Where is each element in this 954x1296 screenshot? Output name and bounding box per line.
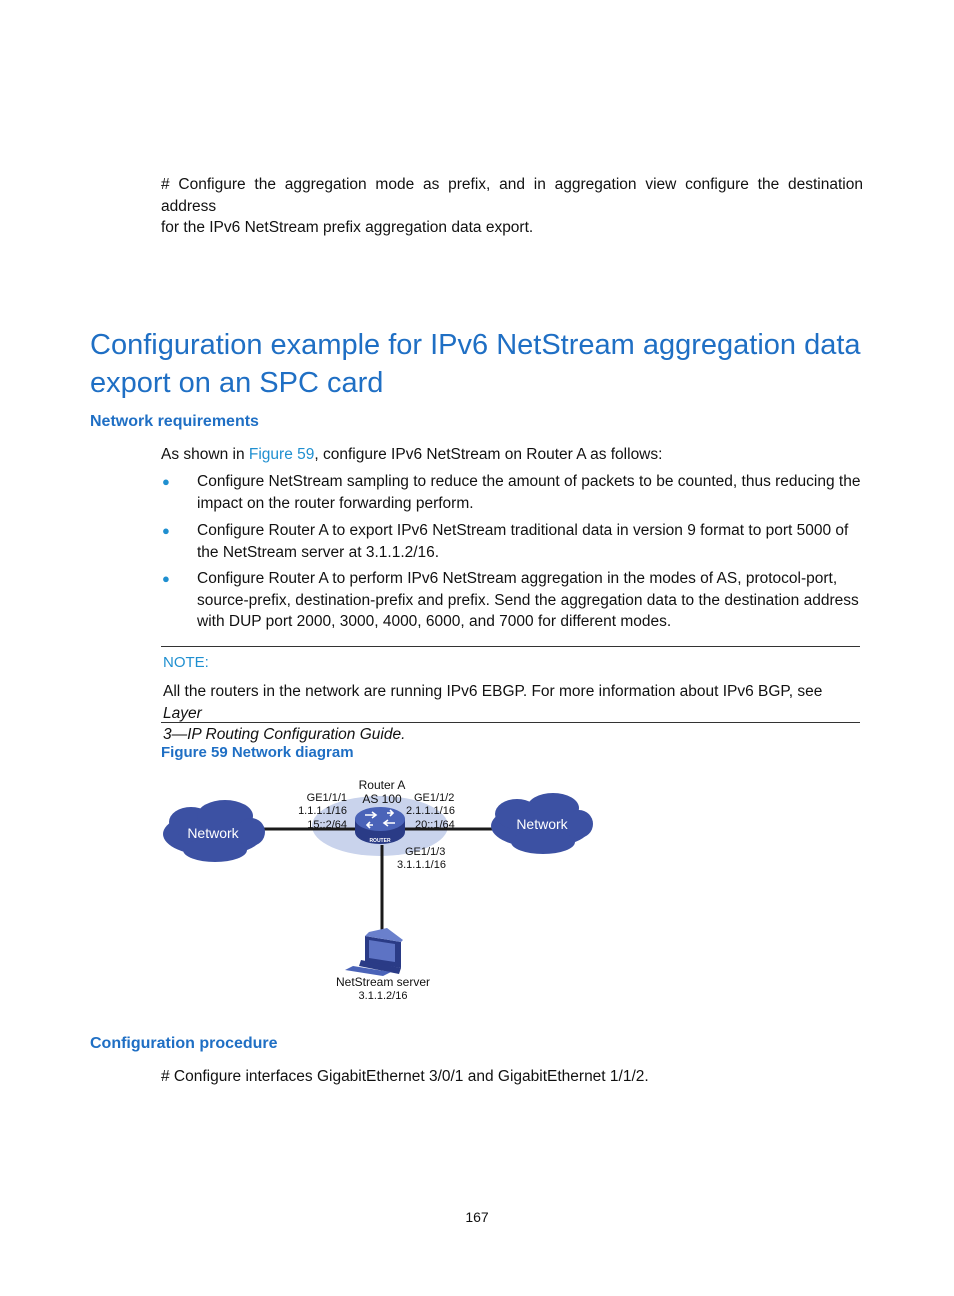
server-name: NetStream server [335,975,431,989]
bullet-item-3 [197,568,863,633]
network-requirements-heading: Network requirements [90,413,259,430]
bullet-3-line-3: with DUP port 2000, 3000, 4000, 6000, and 7000 for different modes. [197,613,672,630]
figure-59-link[interactable]: Figure 59 [248,446,315,463]
note-label: NOTE: [163,654,209,671]
down-if-name: GE1/1/3 [405,846,446,858]
config-procedure-heading: Configuration procedure [90,1035,278,1052]
bullet-dot-icon: ● [162,474,170,489]
router-name: Router A [358,778,406,792]
left-if-ipv4: 1.1.1.1/16 [298,805,347,817]
requirements-lead [161,444,863,466]
note-text-italic-2: 3—IP Routing Configuration Guide. [163,726,406,743]
as-label: AS 100 [362,792,402,806]
bullet-dot-icon: ● [162,523,170,538]
section-title-line-1: Configuration example for IPv6 NetStream aggregation data [90,329,861,361]
section-title-line-2: export on an SPC card [90,367,384,399]
left-if-name: GE1/1/1 [306,792,347,804]
note-bottom-rule [161,722,860,723]
note-text-italic-1: Layer [163,704,202,722]
netstream-server-icon [345,928,403,976]
right-if-name: GE1/1/2 [414,792,455,804]
right-if-ipv6: 20::1/64 [415,819,455,831]
bullet-item-1 [197,471,863,514]
bullet-1-line-1: Configure NetStream sampling to reduce the amount of packets to be counted, thus reducing the [197,473,861,490]
bullet-2-line-2: the NetStream server at 3.1.1.2/16. [197,543,440,561]
note-top-rule [161,646,860,647]
network-diagram [155,770,605,1010]
right-if-ipv4: 2.1.1.1/16 [406,805,455,817]
bullet-3-line-2: source-prefix, destination-prefix and prefix. Send the aggregation data to the destination address [197,591,859,609]
config-procedure-line: # Configure interfaces GigabitEthernet 3/0/1 and GigabitEthernet 1/1/2. [161,1068,649,1085]
page-number: 167 [465,1209,489,1225]
left-if-ipv6: 15::2/64 [307,819,347,831]
section-title [90,326,890,402]
server-ip: 3.1.1.2/16 [358,990,408,1002]
note-text [163,681,860,746]
intro-line-2: for the IPv6 NetStream prefix aggregation data export. [161,219,534,236]
lead-text-before: As shown in [161,446,249,463]
left-cloud-label: Network [187,825,239,841]
figure-caption: Figure 59 Network diagram [161,744,354,761]
bullet-3-line-1: Configure Router A to perform IPv6 NetStream aggregation in the modes of AS, protocol-port, [197,570,838,587]
note-text-plain: All the routers in the network are running IPv6 EBGP. For more information about IPv6 BGP, see [163,683,823,700]
lead-text-after: , configure IPv6 NetStream on Router A as follows: [314,446,663,463]
intro-paragraph [161,174,863,239]
bullet-dot-icon: ● [162,571,170,586]
router-badge: ROUTER [369,838,391,844]
bullet-item-2 [197,520,863,563]
bullet-1-line-2: impact on the router forwarding perform. [197,494,474,512]
down-if-ipv4: 3.1.1.1/16 [397,859,446,871]
intro-line-1: # Configure the aggregation mode as prefix, and in aggregation view configure the destination address [161,176,863,215]
right-cloud-label: Network [516,816,568,832]
bullet-2-line-1: Configure Router A to export IPv6 NetStream traditional data in version 9 format to port 5000 of [197,522,849,539]
